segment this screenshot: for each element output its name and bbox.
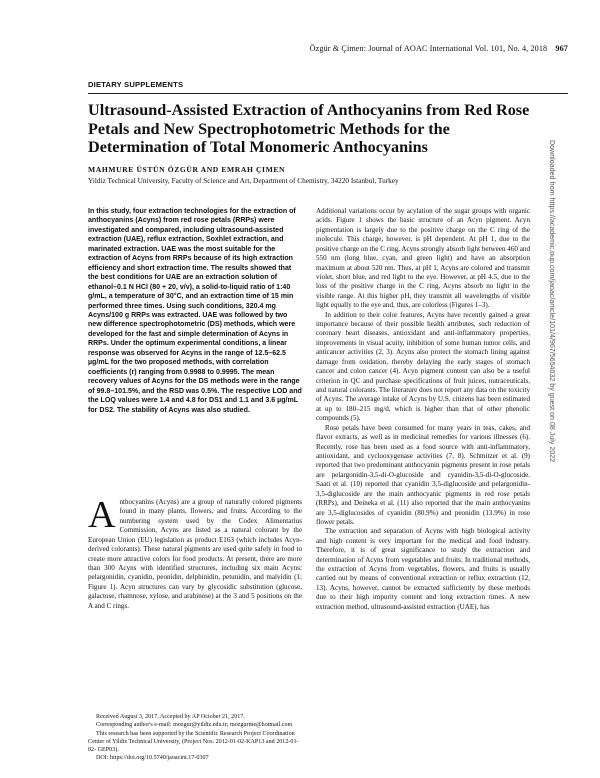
page-number: 967: [555, 44, 568, 53]
section-label: DIETARY SUPPLEMENTS: [88, 80, 184, 89]
right-column: [316, 207, 530, 612]
footnote-email: Corresponding author's e-mail: mozgur@yildiz.edu.tr; mozgurme@hotmail.com: [96, 722, 293, 729]
download-watermark: [546, 140, 558, 660]
author-list: MAHMURE ÜSTÜN ÖZGÜR AND EMRAH ÇIMEN: [88, 165, 286, 174]
abstract: In this study, four extraction technologies for the extraction of anthocyanins (Acyns) from red rose petals (RRPs) were investigated and compared, including ultrasound-assisted extraction (UAE), reflux extraction, Soxhlet extraction, and marinated extraction. UAE was the most suitable for the extraction of Acyns from RRPs because of its high extraction efficiency and short extraction time. The results showed that the best conditions for UAE are an extraction solution of ethanol–0.1 N HCl (80 + 20, v/v), a solid-to-liquid ratio of 1:40 g/mL, a temperature of 30°C, and an extraction time of 15 min performed three times. Using such conditions, 320.4 mg Acyns/100 g RRPs was extracted. UAE was followed by two new difference spectrophotometric (DS) methods, which were developed for the fast and simple determination of Acyns in RRPs. Under the optimum experimental conditions, a linear response was observed for Acyns in the range of 12.5–62.5 µg/mL for the two proposed methods, with correlation coefficients (r) ranging from 0.9988 to 0.9995. The mean recovery values of Acyns for the DS methods were in the range of 99.8–101.5%, and the RSD was 0.5%. The respective LOD and the LOQ values were 1.4 and 4.8 for DS1 and 1.1 and 3.6 µg/mL for DS2. The stability of Acyns was also studied.: [88, 208, 302, 414]
footnote-funding: This research has been supported by the Scientific Research Project Coordination Center of Yildiz Technical University, (Project Nos. 2012-01-02-KAP13 and 2012-01-02- GEP03).: [88, 730, 299, 754]
running-title: Özgür & Çimen: Journal of AOAC International Vol. 101, No. 4, 2018: [309, 44, 548, 53]
body-paragraph: In addition to their color features, Acyns have recently gained a great importance because of their possible health attributes, such reduction of coronary heart diseases, antioxidant and anti-inflammatory properties, improvements in visual acuity, inhibition of some human tumor cells, and anticancer activities (2, 3). Acyns also protect the stomach lining against damage from oxidation, thereby delaying the early stages of stomach cancer and colon cancer (4). Acyn pigment content can also be a useful criterion in QC and purchase specifications of fruit juices, nutraceuticals, and natural colorants. The literature does not report any data on the toxicity of Acyns. The average intake of Acyns by U.S. citizens has been estimated at up to 180–215 mg/d, which is higher than that of other phenolic compounds (5).: [316, 310, 530, 423]
drop-cap: A: [88, 494, 116, 536]
body-paragraph: Additional variations occur by acylation of the sugar groups with organic acids. Figure 1 shows the basic structure of an Acyn pigment. Acyn pigmentation is largely due to the positive charge on the C ring of the molecule. This charge, however, is pH dependent. At pH 1, due to the positive charge on the C ring, Acyns strongly absorb light between 460 and 550 nm (long blue, cyan, and green light) and have an absorption maximum at about 520 nm. Thus, at pH 1, Acyns are colored and transmit violet, short blue, and red light to the eye. However, at pH 4.5, due to the loss of the positive charge in the C ring, Acyns absorb no light in the visible range. At this higher pH, they transmit all wavelengths of visible light equally to the eye and, thus, are colorless (Figures 1–3).: [316, 207, 530, 310]
section-divider: [88, 93, 568, 94]
affiliation: Yildiz Technical University, Faculty of Science and Art, Department of Chemistry, 34220 Istanbul, Turkey: [88, 176, 399, 185]
article-title: Ultrasound-Assisted Extraction of Anthocyanins from Red Rose Petals and New Spectrophotometric Methods for the Determination of Total Monomeric Anthocyanins: [88, 101, 530, 157]
footnote-received: Received August 3, 2017. Accepted by AP October 21, 2017.: [96, 714, 245, 720]
body-paragraph: The extraction and separation of Acyns with high biological activity and high content is very important for the medical and food industry. Therefore, it is of great significance to study the extraction and determination of Acyns from vegetables and fruits. In traditional methods, the extraction of Acyns from vegetables, flowers, and fruits is usually carried out by means of conventional extraction or reflux extraction (12, 13). Acyns, however, cannot be extracted sufficiently by these methods due to their high impurity content and long extraction times. A new extraction method, ultrasound-assisted extraction (UAE), has: [316, 527, 530, 611]
download-watermark-text: Downloaded from https://academic.oup.com/jaoac/article/101/4/967/5654032 by guest on 08 July 2022: [548, 140, 556, 463]
footnotes: [88, 713, 302, 763]
body-paragraph: Rose petals have been consumed for many years in teas, cakes, and flavor extracts, as well as in medicinal remedies for various illnesses (6). Recently, rose has been used as a food source with anti-inflammatory, antioxidant, and cyclooxygenase activities (7, 8). Schmitzer et al. (9) reported that two predominant anthocyanin pigments present in rose petals are pelargonidin-3,5-di-O-glucoside and cyanidin-3,5-di-O-glucoside. Saati et al. (10) reported that cyanidin 3,5-diglucoside and pelargonidin-3,5-diglucoside are the main anthocyanic pigments in red rose petals (RRPs), and Deineka et al. (11) also reported that the main anthocyanins are 3,5-diglucosides of cyanidin (80.9%) and peonidin (13.9%) in rose flower petals.: [316, 423, 530, 526]
intro-paragraph: [88, 494, 302, 611]
footnote-doi: DOI: https://doi.org/10.5740/jaoacint.17-0307: [96, 755, 209, 762]
running-header: [310, 44, 568, 53]
intro-text: nthocyanins (Acyns) are a group of naturally colored pigments found in many plants, flowers, and fruits. According to the numbering system used by the Codex Alimentarius Commission, Acyns are listed as a natural colorant by the European Union (EU) legislation as product E163 (which includes Acyn-derived colorants). These natural pigments are used quite safely in food to create more attractive colors for food products. At present, there are more than 300 Acyns with identified structures, including six main Acyns: pelargonidin, cyanidin, peonidin, delphinidin, petunidin, and malvidin (1; Figure 1). Acyn structures can vary by glycosidic substitution (glucose, galactose, rhamnose, xylose, and arabinose) at the 3 and 5 positions on the A and C rings.: [88, 498, 302, 610]
